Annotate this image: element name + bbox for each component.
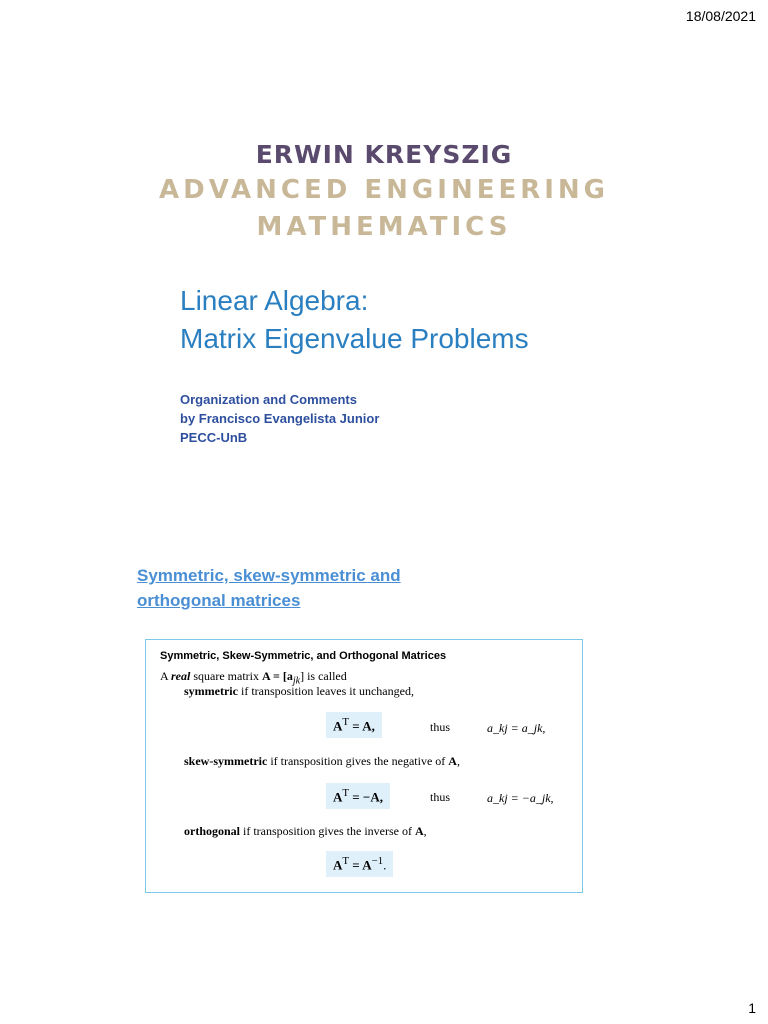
topic-line1: Linear Algebra: [180,285,369,316]
eq1-sup: T [342,716,350,728]
intro-text-b: square matrix [190,669,263,683]
intro-matrix: A = [a [262,669,293,683]
eq3-lhs: A [333,857,343,873]
thus-label-1: thus [430,720,451,734]
definition-box [145,639,583,893]
skew-term: skew-symmetric [184,754,268,768]
symmetric-rest: if transposition leaves it unchanged, [237,684,414,698]
intro-text-a: A [160,669,172,683]
topic-title [180,282,529,358]
relation-symmetric [487,721,545,736]
intro-sub: jk [292,675,301,687]
org-line1: Organization and Comments [180,392,357,407]
rel2-text: a_kj = −a_jk, [487,791,554,805]
org-line2: by Francisco Evangelista Junior [180,411,380,426]
orthogonal-line [184,824,427,839]
eq1-lhs: A [333,718,343,734]
org-line3: PECC-UnB [180,430,248,445]
date-label: 18/08/2021 [685,8,756,24]
symmetric-line [184,684,414,699]
skew-rest: if transposition gives the negative of [267,754,449,768]
skew-A: A [448,754,457,768]
thus-label-2: thus [430,790,451,804]
book-title [0,172,768,246]
eq1-rhs: = A, [349,718,375,734]
equation-orthogonal [326,851,393,877]
eq3-sup2: −1 [371,855,384,867]
eq3-sup: T [342,855,350,867]
orthogonal-A: A [414,824,424,838]
rel1-text: a_kj = a_jk, [487,721,546,735]
skew-end: , [456,754,460,768]
eq2-sup: T [342,787,350,799]
symmetric-term: symmetric [184,684,238,698]
intro-text-d: ] is called [300,669,347,683]
intro-real: real [171,669,191,683]
eq3-end: . [383,857,387,873]
eq2-lhs: A [333,789,343,805]
book-title-line1: ADVANCED ENGINEERING [158,175,610,205]
equation-skew [326,783,390,809]
organization-credits [180,390,379,447]
section-heading-line2: orthogonal matrices [137,591,301,610]
book-author: ERWIN KREYSZIG [255,140,513,169]
section-heading-line1: Symmetric, skew-symmetric and [137,566,401,585]
orthogonal-term: orthogonal [184,824,241,838]
relation-skew [487,791,554,806]
orthogonal-rest: if transposition gives the inverse of [240,824,415,838]
orthogonal-end: , [423,824,427,838]
page-number: 1 [748,1000,756,1016]
topic-line2: Matrix Eigenvalue Problems [180,323,529,354]
box-title: Symmetric, Skew-Symmetric, and Orthogonal Matrices [160,650,447,662]
eq3-mid: = A [349,857,372,873]
book-title-line2: MATHEMATICS [256,212,512,242]
equation-symmetric [326,712,382,738]
eq2-rhs: = −A, [349,789,383,805]
section-heading [137,563,401,613]
skew-line [184,754,460,769]
